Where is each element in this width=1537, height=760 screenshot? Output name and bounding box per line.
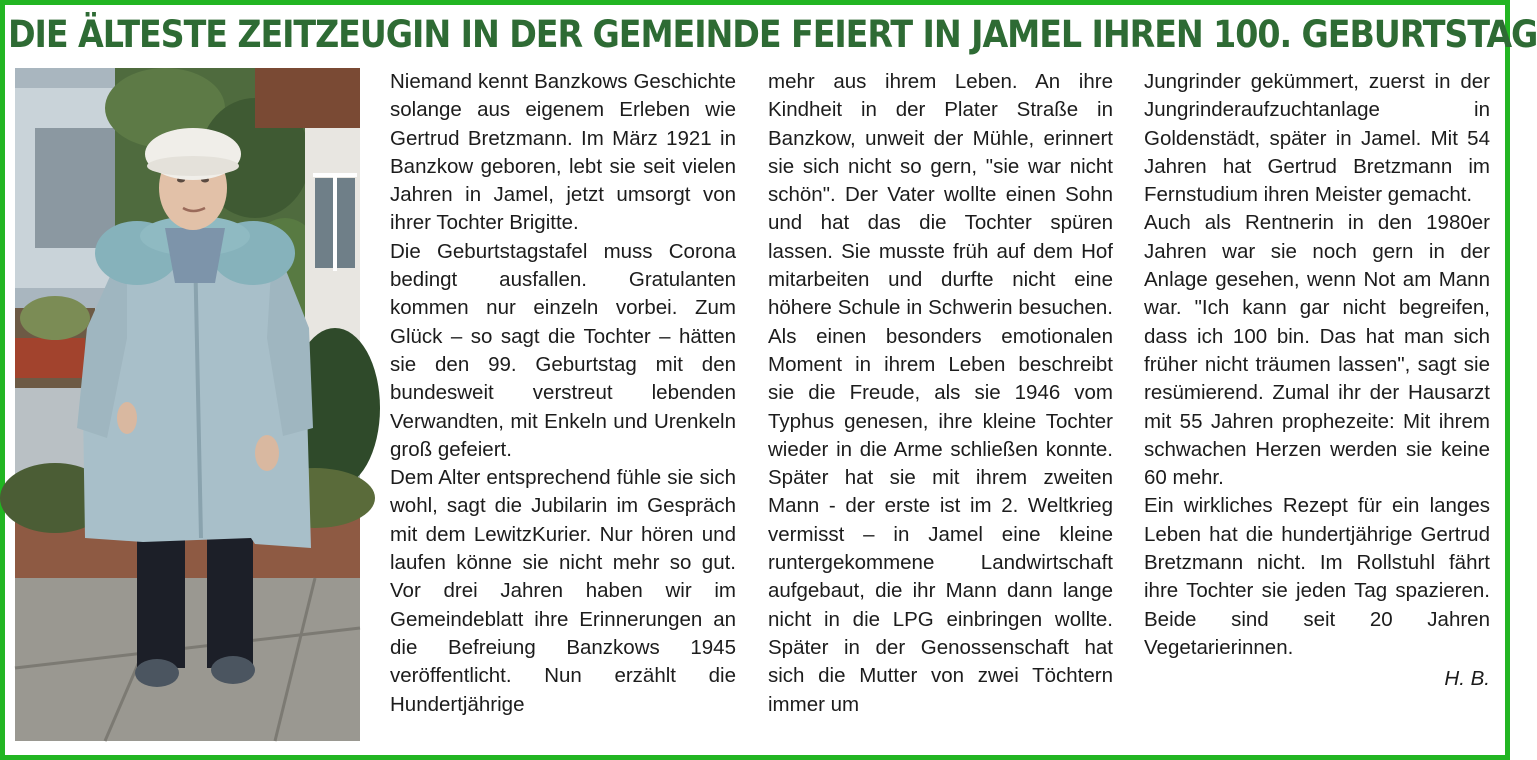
author-signature: H. B. <box>1444 667 1490 691</box>
paragraph: Dem Alter entsprechend fühle sie sich wohl, sagt die Jubilarin im Gespräch mit dem LewitzKurier. Nur hören und laufen könne sie nicht mehr so gut. Vor drei Jahren haben wir im Gemeindeblatt ihre Erinnerungen an die Befreiung Banzkows 1945 veröffentlicht. Nun erzählt die Hundertjährige <box>390 466 736 716</box>
paragraph: Auch als Rentnerin in den 1980er Jahren war sie noch gern in der Anlage gesehen, wenn Not am Mann war. "Ich kann gar nicht begreifen, dass ich 100 bin. Das hat man sich früher nicht träumen lassen", sagt sie resümierend. Zumal ihr der Hausarzt mit 55 Jahren prophezeite: Mit ihrem schwachen Herzen werden sie keine 60 mehr. <box>1144 211 1490 490</box>
paragraph: Jungrinder gekümmert, zuerst in der Jungrinderaufzuchtanlage in Goldenstädt, später in Jamel. Mit 54 Jahren hat Gertrud Bretzmann im Fernstudium ihren Meister gemacht. <box>1144 70 1490 207</box>
paragraph: mehr aus ihrem Leben. An ihre Kindheit in der Plater Straße in Banzkow, unweit der Mühle, erinnert sie sich nicht so gern, "sie war nicht schön". Der Vater wollte einen Sohn und hat das die Tochter spüren lassen. Sie musste früh auf dem Hof mitarbeiten und durfte nicht eine höhere Schule in Schwerin besuchen. Als einen besonders emotionalen Moment in ihrem Leben beschreibt sie die Freude, als sie 1946 vom Typhus genesen, ihre kleine Tochter wieder in die Arme schließen konnte. Später hat sie mit ihrem zweiten Mann - der erste ist im 2. Weltkrieg vermisst – in Jamel eine kleine runtergekommene Landwirtschaft aufgebaut, die ihr Mann dann lange nicht in die LPG einbringen wollte. Später in der Genossenschaft hat sich die Mutter von zwei Töchtern immer um <box>768 70 1113 716</box>
paragraph: Die Geburtstagstafel muss Corona bedingt ausfallen. Gratulanten kommen nur einzeln vorbei. Zum Glück – so sagt die Tochter – hätten sie den 99. Geburtstag mit den bundesweit verstreut lebenden Verwandten, mit Enkeln und Urenkeln groß gefeiert. <box>390 239 736 461</box>
elderly-woman-portrait-icon <box>15 68 360 741</box>
portrait-photo <box>15 68 360 741</box>
paragraph: Ein wirkliches Rezept für ein langes Leben hat die hundertjährige Gertrud Bretzmann nicht. Im Rollstuhl fährt ihre Tochter sie jeden Tag spazieren. Beide sind seit 20 Jahren Vegetarierinnen. <box>1144 494 1490 659</box>
article-column-1 <box>390 68 736 748</box>
headline: DIE ÄLTESTE ZEITZEUGIN IN DER GEMEINDE FEIERT IN JAMEL IHREN 100. GEBURTSTAG <box>8 13 1537 56</box>
article-column-2 <box>768 68 1113 748</box>
paragraph: Niemand kennt Banzkows Geschichte solange aus eigenem Erleben wie Gertrud Bretzmann. Im März 1921 in Banzkow geboren, lebt sie seit vielen Jahren in Jamel, jetzt umsorgt von ihrer Tochter Brigitte. <box>390 70 736 235</box>
article-column-3 <box>1144 68 1490 748</box>
